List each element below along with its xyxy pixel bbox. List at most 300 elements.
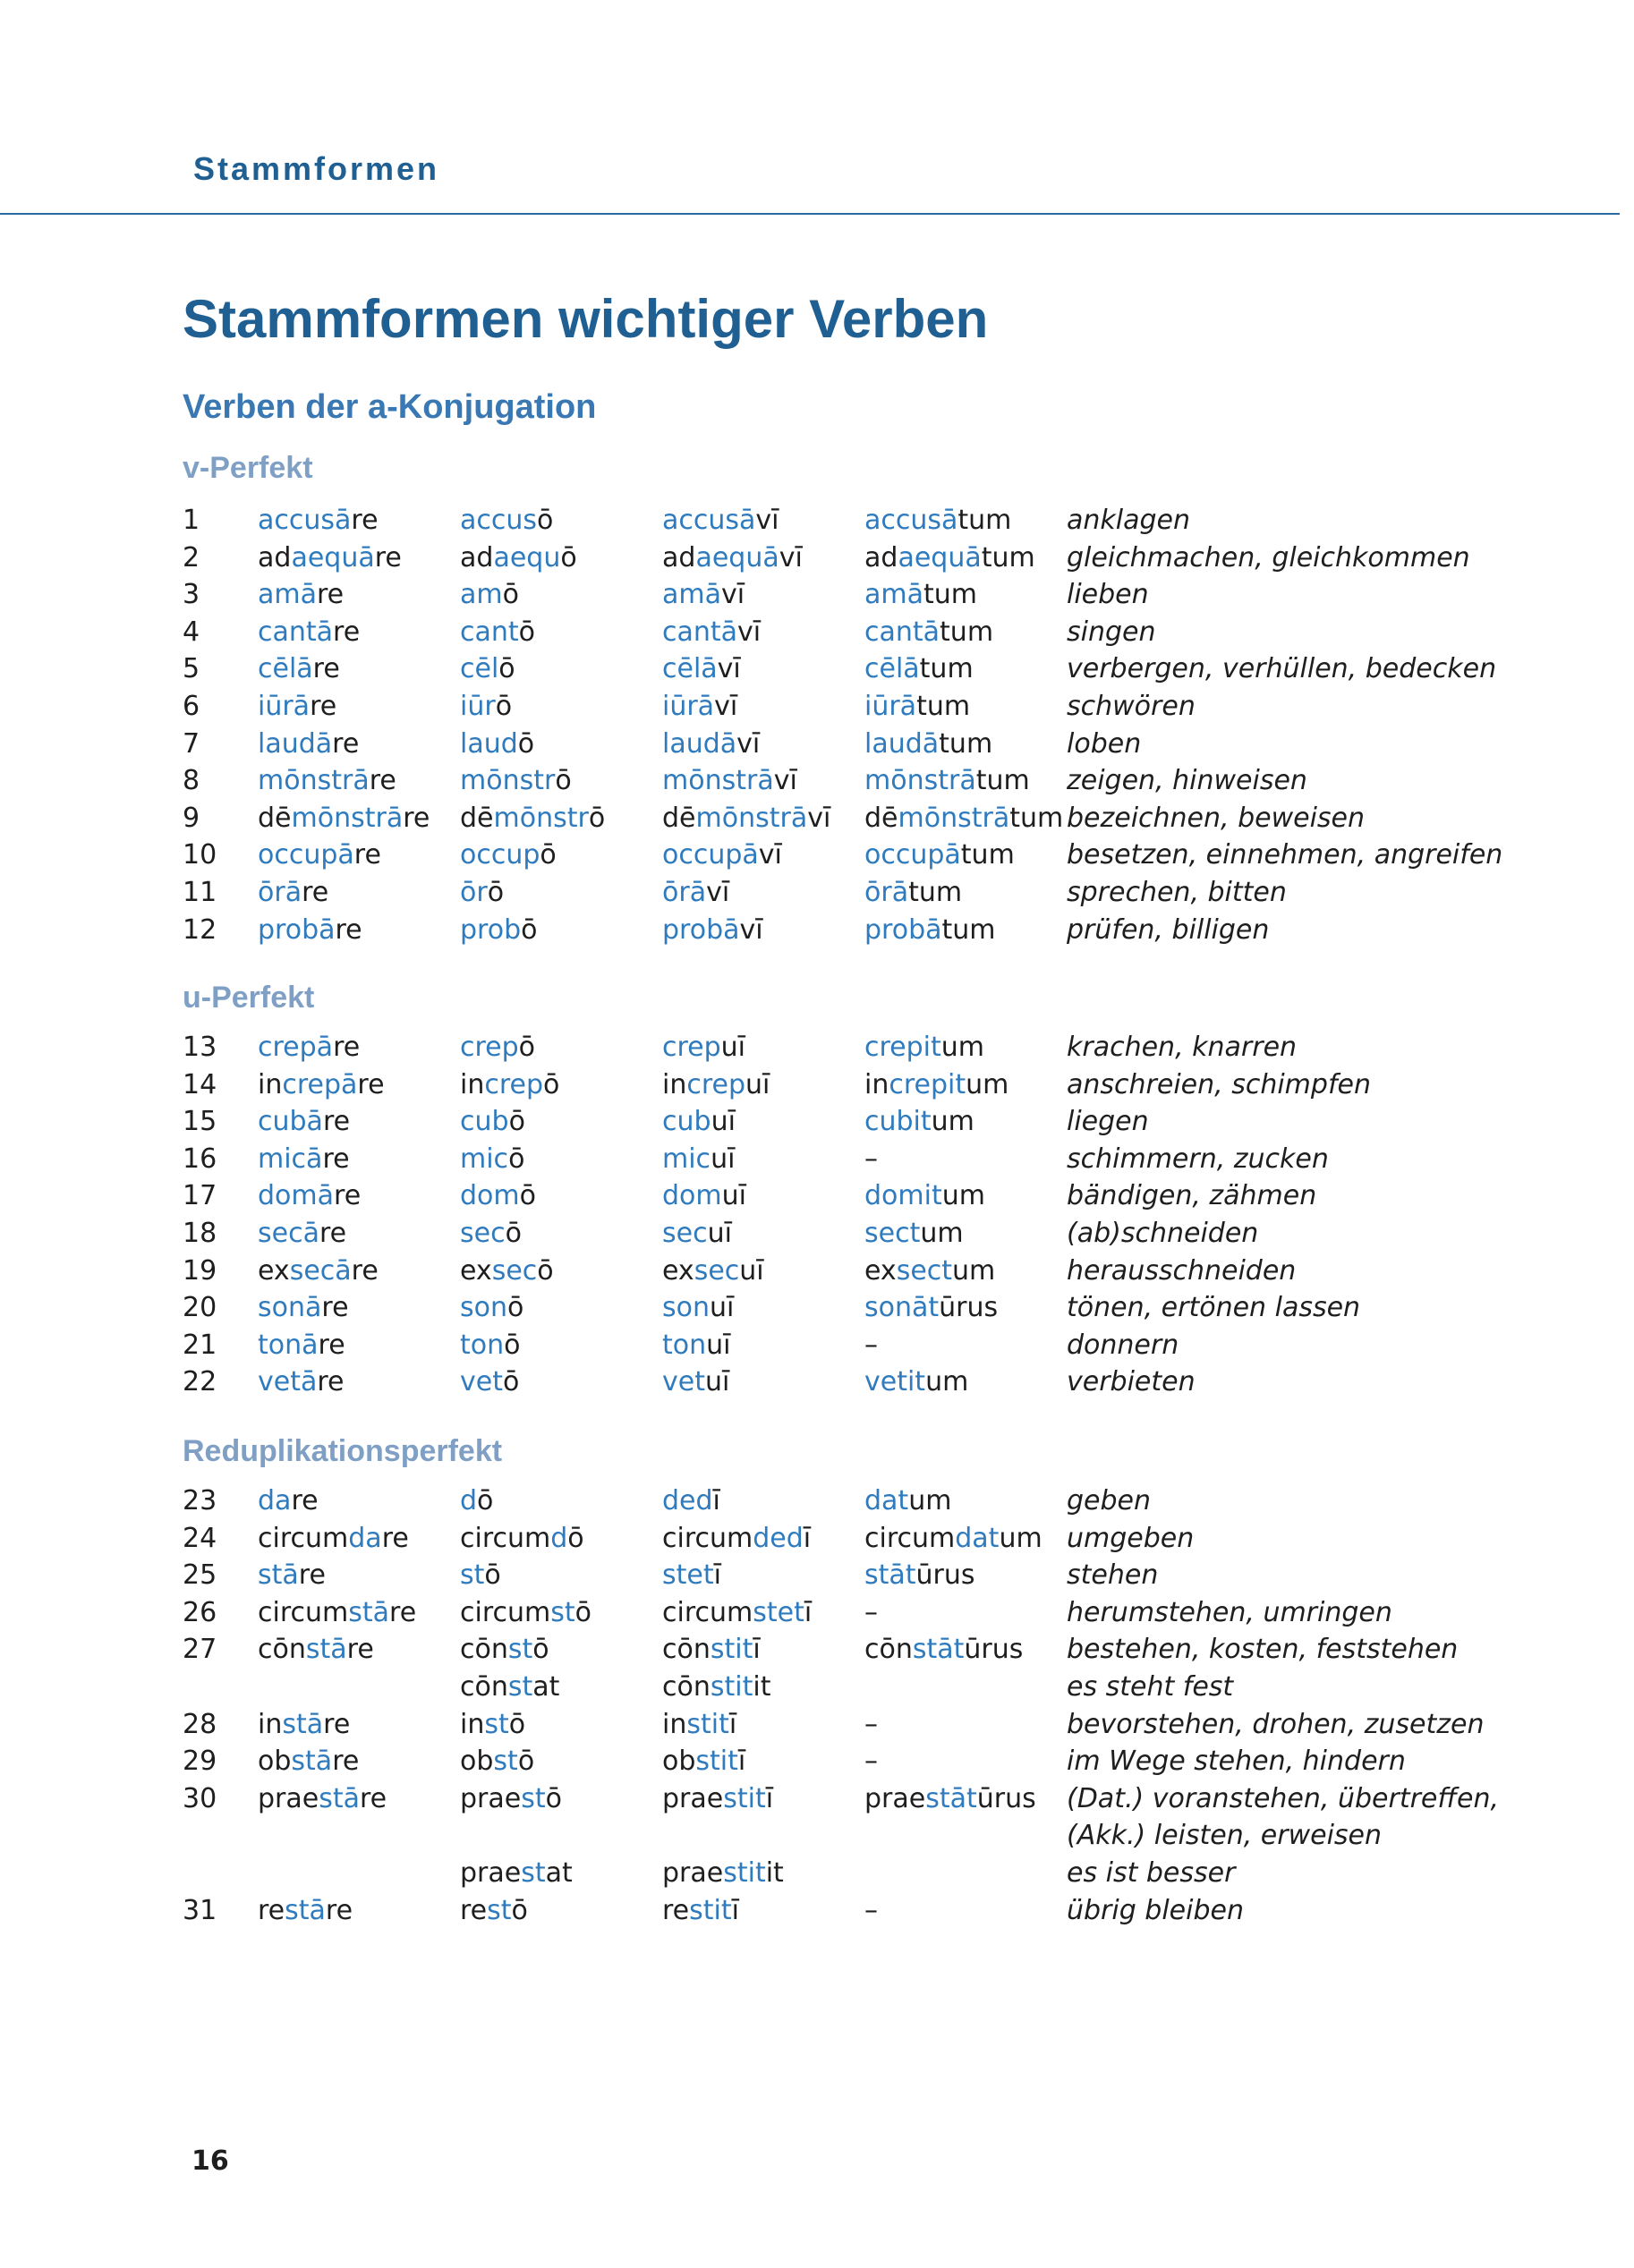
row-number: 2 — [183, 542, 200, 573]
stem: stā — [319, 1783, 360, 1814]
ending: tum — [1009, 803, 1064, 834]
stem: crep — [662, 1032, 721, 1063]
ending: ō — [504, 1329, 521, 1361]
perfect-form — [662, 1327, 731, 1364]
stem: amā — [864, 579, 923, 610]
ending: – — [864, 1329, 878, 1361]
meaning: verbergen, verhüllen, bedecken — [1067, 653, 1497, 684]
infinitive-form — [258, 1706, 350, 1744]
ending: ī — [803, 1523, 812, 1554]
infinitive-form — [258, 726, 359, 763]
ppp-form — [864, 1177, 985, 1215]
stem: secā — [289, 1255, 352, 1287]
meaning: bändigen, zähmen — [1067, 1180, 1317, 1211]
stem: secā — [258, 1218, 319, 1249]
ending: re — [357, 1069, 385, 1100]
present-form — [460, 1253, 554, 1290]
ending: uī — [745, 1069, 770, 1100]
perfect-form — [662, 539, 803, 577]
meaning: loben — [1067, 728, 1142, 760]
group-heading: Reduplikationsperfekt — [183, 1434, 503, 1468]
ending: ō — [502, 579, 519, 610]
meaning: sprechen, bitten — [1067, 877, 1287, 908]
row-number: 12 — [183, 914, 217, 946]
meaning: es steht fest — [1067, 1671, 1234, 1703]
prefix: in — [258, 1069, 283, 1100]
row-number: 28 — [183, 1709, 217, 1740]
ending: ī — [765, 1783, 774, 1814]
row-number: 10 — [183, 839, 217, 871]
meaning: bezeichnen, beweisen — [1067, 803, 1366, 834]
stem: occupā — [864, 839, 961, 871]
stem: ōrā — [662, 877, 707, 908]
present-form — [460, 837, 557, 874]
stem: cub — [460, 1106, 509, 1137]
stem: accusā — [258, 505, 352, 536]
ending: vī — [755, 505, 779, 536]
prefix: ex — [662, 1255, 694, 1287]
stem: mōnstrā — [662, 765, 774, 796]
ending: ūrus — [939, 1292, 999, 1323]
present-form — [460, 576, 519, 614]
infinitive-form — [258, 1141, 350, 1178]
stem: cantā — [258, 616, 334, 648]
infinitive-form — [258, 1631, 374, 1669]
stem: sec — [491, 1255, 538, 1287]
row-number: 9 — [183, 803, 200, 834]
ending: ō — [537, 505, 554, 536]
prefix: dē — [864, 803, 898, 834]
prefix: ob — [460, 1746, 494, 1777]
stem: stā — [348, 1597, 390, 1628]
ending: re — [298, 1559, 326, 1591]
ppp-form — [864, 1892, 878, 1930]
stem: mic — [460, 1143, 509, 1175]
present-form — [460, 1177, 536, 1215]
perfect-form — [662, 1706, 736, 1744]
ending: tum — [981, 542, 1035, 573]
ending: ō — [518, 616, 536, 648]
stem: st — [521, 1857, 546, 1889]
infinitive-form — [258, 614, 360, 651]
ppp-form — [864, 1780, 1036, 1818]
stem: laud — [460, 728, 518, 760]
stem: iūrā — [662, 691, 715, 722]
prefix: cōn — [460, 1634, 508, 1665]
stem: st — [507, 1671, 533, 1703]
stem: st — [493, 1746, 518, 1777]
section-heading: Verben der a-Konjugation — [183, 388, 597, 426]
perfect-form — [662, 1253, 764, 1290]
perfect-form — [662, 650, 741, 688]
ending: re — [389, 1597, 417, 1628]
verb-row — [0, 1855, 1634, 1892]
stem: domā — [258, 1180, 335, 1211]
ending: re — [353, 839, 381, 871]
stem: cantā — [864, 616, 940, 648]
prefix: cōn — [460, 1671, 508, 1703]
stem: tonā — [258, 1329, 319, 1361]
ending: um — [966, 1069, 1009, 1100]
stem: stā — [258, 1559, 299, 1591]
stem: aequā — [291, 542, 375, 573]
verb-row — [0, 1327, 1634, 1364]
meaning: (ab)schneiden — [1067, 1218, 1259, 1249]
infinitive-form — [258, 1557, 326, 1594]
present-form — [460, 688, 512, 726]
verb-row — [0, 1557, 1634, 1594]
meaning: anklagen — [1067, 505, 1191, 536]
infinitive-form — [258, 1743, 359, 1780]
stem: stit — [723, 1783, 766, 1814]
verb-row — [0, 502, 1634, 539]
infinitive-form — [258, 576, 344, 614]
stem: cant — [460, 616, 519, 648]
verb-row — [0, 1029, 1634, 1066]
ending: ō — [560, 542, 577, 573]
stem: mōnstrā — [258, 765, 370, 796]
verb-row — [0, 1066, 1634, 1104]
prefix: re — [460, 1895, 488, 1926]
row-number: 29 — [183, 1746, 217, 1777]
prefix: ad — [460, 542, 494, 573]
prefix: prae — [258, 1783, 319, 1814]
row-number: 31 — [183, 1895, 217, 1926]
ending: ō — [487, 877, 505, 908]
stem: d — [550, 1523, 568, 1554]
row-number: 22 — [183, 1366, 217, 1397]
ending: ō — [532, 1634, 549, 1665]
stem: iūrā — [864, 691, 917, 722]
meaning: schimmern, zucken — [1067, 1143, 1329, 1175]
ending: re — [334, 1180, 362, 1211]
prefix: dē — [258, 803, 292, 834]
stem: st — [487, 1895, 512, 1926]
ppp-form — [864, 837, 1015, 874]
running-header: Stammformen — [193, 150, 440, 187]
stem: stāt — [864, 1559, 916, 1591]
verb-row — [0, 1103, 1634, 1141]
ending: ō — [517, 728, 535, 760]
ending: ō — [555, 765, 572, 796]
stem: stit — [723, 1857, 766, 1889]
ending: um — [931, 1106, 974, 1137]
ending: tum — [941, 914, 996, 946]
perfect-form — [662, 1177, 746, 1215]
infinitive-form — [258, 1594, 416, 1632]
verb-row — [0, 1594, 1634, 1632]
perfect-form — [662, 1482, 720, 1520]
present-form — [460, 1029, 535, 1066]
prefix: cōn — [662, 1671, 711, 1703]
ending: at — [545, 1857, 573, 1889]
ending: ō — [537, 1255, 554, 1287]
prefix: in — [258, 1709, 283, 1740]
perfect-form — [662, 1631, 761, 1669]
infinitive-form — [258, 1103, 350, 1141]
ending: – — [864, 1709, 878, 1740]
row-number: 18 — [183, 1218, 217, 1249]
ending: re — [323, 1709, 351, 1740]
ending: re — [369, 765, 396, 796]
ppp-form — [864, 502, 1011, 539]
prefix: dē — [662, 803, 696, 834]
stem: amā — [258, 579, 317, 610]
row-number: 25 — [183, 1559, 217, 1591]
ending: um — [940, 1032, 985, 1063]
ending: tum — [916, 691, 971, 722]
ending: uī — [706, 1329, 731, 1361]
stem: sec — [662, 1218, 708, 1249]
stem: occupā — [662, 839, 759, 871]
stem: crepā — [282, 1069, 358, 1100]
ppp-form — [864, 688, 970, 726]
present-form — [460, 1706, 525, 1744]
present-form — [460, 1520, 584, 1558]
ending: ī — [753, 1634, 761, 1665]
present-form — [460, 1289, 523, 1327]
present-form — [460, 1892, 528, 1930]
ending: ō — [540, 839, 557, 871]
stem: cēlā — [258, 653, 313, 684]
prefix: circum — [258, 1597, 349, 1628]
ending: re — [351, 1255, 379, 1287]
meaning: übrig bleiben — [1067, 1895, 1244, 1926]
stem: domit — [864, 1180, 942, 1211]
stem: sonā — [258, 1292, 322, 1323]
infinitive-form — [258, 502, 379, 539]
stem: crepit — [889, 1069, 966, 1100]
ending: ō — [545, 1783, 562, 1814]
ending: ō — [519, 1180, 536, 1211]
ending: vī — [807, 803, 831, 834]
meaning: zeigen, hinweisen — [1067, 765, 1307, 796]
ending: re — [318, 1329, 345, 1361]
ending: it — [753, 1671, 771, 1703]
verb-row — [0, 539, 1634, 577]
verb-row — [0, 1743, 1634, 1780]
ending: uī — [721, 1180, 746, 1211]
ending: ī — [713, 1559, 721, 1591]
ending: re — [403, 803, 430, 834]
row-number: 24 — [183, 1523, 217, 1554]
ppp-form — [864, 1103, 974, 1141]
ending: tum — [939, 728, 993, 760]
ending: tum — [975, 765, 1030, 796]
meaning: donnern — [1067, 1329, 1179, 1361]
ending: um — [925, 1366, 969, 1397]
row-number: 23 — [183, 1485, 217, 1516]
stem: crep — [460, 1032, 519, 1063]
stem: mōnstr — [460, 765, 556, 796]
stem: ton — [662, 1329, 707, 1361]
row-number: 3 — [183, 579, 200, 610]
perfect-form — [662, 502, 779, 539]
stem: occupā — [258, 839, 354, 871]
prefix: circum — [460, 1597, 551, 1628]
stem: probā — [662, 914, 740, 946]
stem: probā — [864, 914, 942, 946]
ending: um — [920, 1218, 964, 1249]
ending: ī — [728, 1709, 737, 1740]
ending: um — [908, 1485, 952, 1516]
header-rule — [0, 213, 1620, 215]
stem: cantā — [662, 616, 738, 648]
present-form — [460, 1631, 549, 1669]
stem: stit — [710, 1634, 753, 1665]
ending: ī — [804, 1597, 813, 1628]
meaning: gleichmachen, gleichkommen — [1067, 542, 1470, 573]
meaning: bevorstehen, drohen, zusetzen — [1067, 1709, 1485, 1740]
verb-row — [0, 874, 1634, 912]
verb-row — [0, 576, 1634, 614]
stem: vet — [662, 1366, 705, 1397]
stem: micā — [258, 1143, 323, 1175]
ending: ō — [518, 1032, 536, 1063]
ending: vī — [706, 877, 730, 908]
ending: ō — [508, 1106, 525, 1137]
stem: cubā — [258, 1106, 323, 1137]
ppp-form — [864, 726, 992, 763]
infinitive-form — [258, 837, 381, 874]
ending: uī — [704, 1366, 730, 1397]
ending: – — [864, 1746, 878, 1777]
perfect-form — [662, 1066, 770, 1104]
stem: dom — [662, 1180, 722, 1211]
ending: um — [999, 1523, 1043, 1554]
infinitive-form — [258, 874, 328, 912]
stem: accusā — [662, 505, 756, 536]
ending: – — [864, 1143, 878, 1175]
ppp-form — [864, 1743, 878, 1780]
verb-row — [0, 1817, 1634, 1855]
ppp-form — [864, 1029, 984, 1066]
verb-row — [0, 762, 1634, 800]
verb-row — [0, 1520, 1634, 1558]
present-form — [460, 874, 504, 912]
ending: ūrus — [915, 1559, 975, 1591]
stem: probā — [258, 914, 336, 946]
ending: vī — [717, 653, 741, 684]
prefix: prae — [662, 1857, 724, 1889]
stem: da — [258, 1485, 292, 1516]
stem: son — [662, 1292, 710, 1323]
ppp-form — [864, 650, 974, 688]
perfect-form — [662, 576, 745, 614]
ending: uī — [711, 1106, 736, 1137]
prefix: prae — [864, 1783, 926, 1814]
infinitive-form — [258, 762, 396, 800]
infinitive-form — [258, 1177, 361, 1215]
stem: aequ — [493, 542, 561, 573]
stem: ded — [662, 1485, 713, 1516]
perfect-form — [662, 726, 760, 763]
perfect-form — [662, 1520, 811, 1558]
stem: sec — [460, 1218, 506, 1249]
ppp-form — [864, 874, 962, 912]
verb-row — [0, 1215, 1634, 1253]
perfect-form — [662, 688, 737, 726]
meaning: schwören — [1067, 691, 1196, 722]
stem: da — [348, 1523, 382, 1554]
stem: ded — [753, 1523, 804, 1554]
prefix: circum — [662, 1523, 753, 1554]
stem: laudā — [662, 728, 737, 760]
ending: vī — [736, 728, 761, 760]
meaning: besetzen, einnehmen, angreifen — [1067, 839, 1503, 871]
ppp-form — [864, 1520, 1043, 1558]
ppp-form — [864, 1289, 998, 1327]
ending: re — [321, 1292, 349, 1323]
perfect-form — [662, 1103, 736, 1141]
stem: sec — [694, 1255, 740, 1287]
present-form — [460, 1327, 521, 1364]
stem: stit — [710, 1671, 753, 1703]
stem: laudā — [864, 728, 940, 760]
infinitive-form — [258, 1253, 379, 1290]
stem: ōr — [460, 877, 488, 908]
ending: re — [322, 1143, 350, 1175]
ending: re — [332, 1746, 360, 1777]
meaning: liegen — [1067, 1106, 1149, 1137]
row-number: 17 — [183, 1180, 217, 1211]
ending: uī — [720, 1032, 746, 1063]
stem: cub — [662, 1106, 711, 1137]
prefix: prae — [662, 1783, 724, 1814]
ending: re — [310, 691, 337, 722]
perfect-form — [662, 1669, 770, 1706]
ending: re — [325, 1895, 353, 1926]
stem: stet — [662, 1559, 714, 1591]
prefix: ad — [864, 542, 898, 573]
ending: uī — [707, 1218, 732, 1249]
present-form — [460, 614, 535, 651]
ending: re — [335, 914, 362, 946]
stem: stā — [285, 1895, 326, 1926]
ppp-form — [864, 614, 993, 651]
prefix: circum — [864, 1523, 956, 1554]
row-number: 13 — [183, 1032, 217, 1063]
ending: uī — [711, 1143, 736, 1175]
ppp-form — [864, 1253, 995, 1290]
perfect-form — [662, 762, 797, 800]
infinitive-form — [258, 1520, 409, 1558]
ending: ō — [521, 914, 538, 946]
ppp-form — [864, 1363, 968, 1401]
ppp-form — [864, 1215, 964, 1253]
stem: cēlā — [662, 653, 718, 684]
prefix: in — [662, 1709, 687, 1740]
verb-row — [0, 1363, 1634, 1401]
ending: ō — [498, 653, 515, 684]
prefix: ob — [258, 1746, 292, 1777]
ending: vī — [737, 616, 762, 648]
ending: ō — [543, 1069, 560, 1100]
stem: dom — [460, 1180, 520, 1211]
stem: mōnstr — [493, 803, 589, 834]
stem: mōnstrā — [898, 803, 1010, 834]
ppp-form — [864, 1631, 1023, 1669]
ending: vī — [779, 542, 803, 573]
stem: d — [460, 1485, 478, 1516]
ending: re — [302, 877, 329, 908]
stem: sect — [864, 1218, 921, 1249]
stem: stit — [689, 1895, 732, 1926]
verb-row — [0, 1482, 1634, 1520]
perfect-form — [662, 912, 763, 949]
meaning: im Wege stehen, hindern — [1067, 1746, 1406, 1777]
prefix: in — [460, 1069, 485, 1100]
